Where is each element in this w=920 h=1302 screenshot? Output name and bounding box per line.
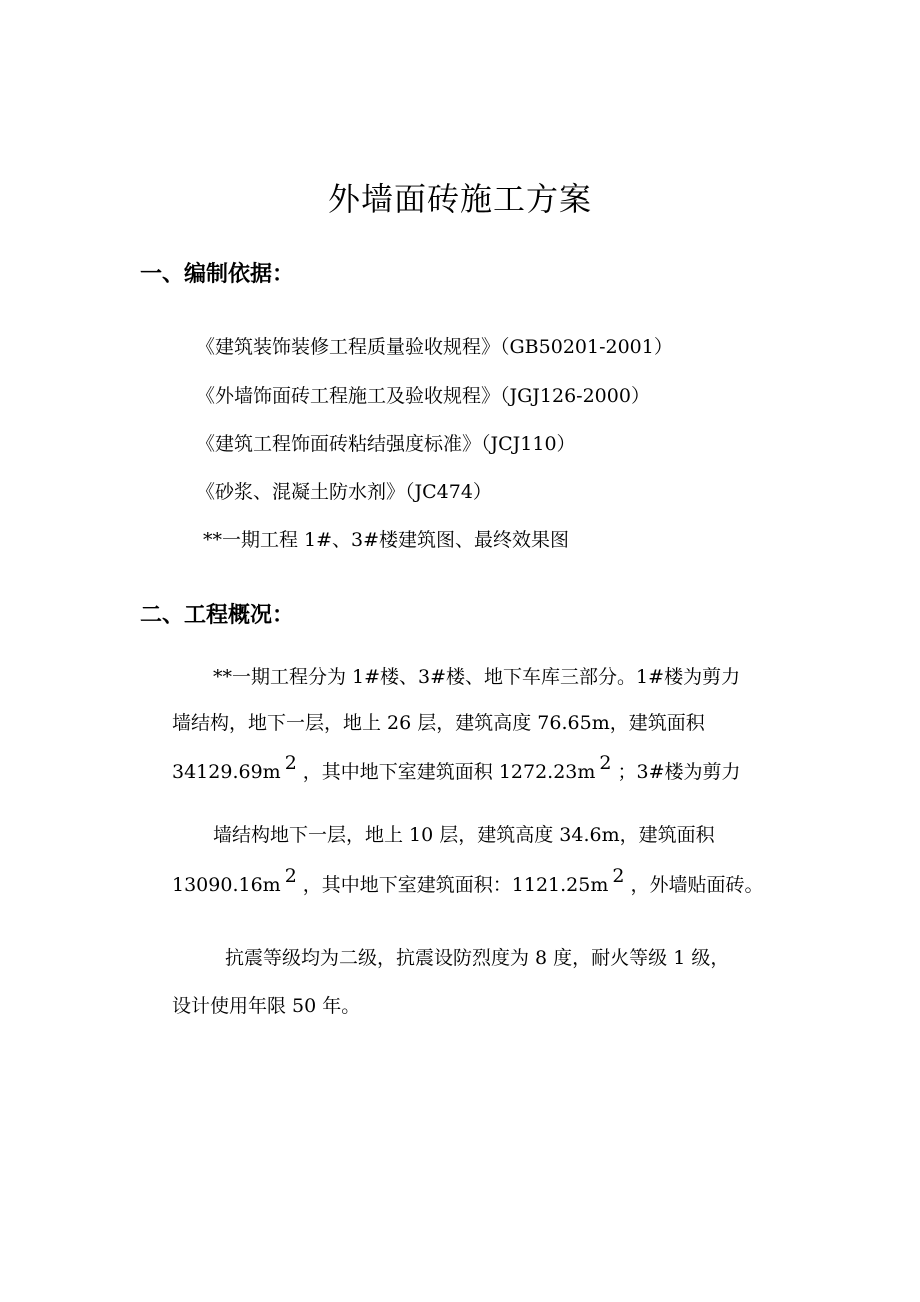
basis-item-3: 《建筑工程饰面砖粘结强度标准》（JCJ110） — [196, 433, 576, 455]
overview-line-2: 墙结构，地下一层，地上 26 层，建筑高度 76.65m，建筑面积 — [172, 712, 705, 734]
basis-item-2: 《外墙饰面砖工程施工及验收规程》（JGJ126-2000） — [196, 385, 650, 407]
section-heading-overview: 二、工程概况： — [140, 603, 295, 628]
overview-line-6: 抗震等级均为二级，抗震设防烈度为 8 度，耐火等级 1 级， — [225, 947, 730, 969]
page-title: 外墙面砖施工方案 — [327, 180, 592, 218]
superscript-2: 2 — [599, 752, 612, 774]
overview-line-1: **一期工程分为 1#楼、3#楼、地下车库三部分。1#楼为剪力 — [213, 666, 741, 688]
superscript-2: 2 — [284, 865, 297, 887]
superscript-2: 2 — [284, 752, 297, 774]
overview-line-3-mid: ，其中地下室建筑面积 1272.23m — [302, 761, 596, 783]
section-heading-basis: 一、编制依据： — [140, 262, 295, 287]
basis-item-4: 《砂浆、混凝土防水剂》（JC474） — [196, 481, 492, 503]
superscript-2: 2 — [612, 865, 625, 887]
area-value-2: 13090.16m — [172, 874, 281, 896]
area-value-1: 34129.69m — [172, 761, 281, 783]
overview-line-5-end: ，外墙贴面砖。 — [630, 874, 764, 896]
overview-line-3-end: ；3#楼为剪力 — [617, 761, 741, 783]
overview-line-3 — [172, 752, 741, 784]
overview-line-5 — [172, 865, 764, 897]
overview-line-5-mid: ，其中地下室建筑面积：1121.25m — [302, 874, 609, 896]
overview-line-7: 设计使用年限 50 年。 — [172, 995, 361, 1017]
basis-item-1: 《建筑装饰装修工程质量验收规程》（GB50201-2001） — [196, 336, 673, 358]
basis-item-5: **一期工程 1#、3#楼建筑图、最终效果图 — [203, 529, 570, 551]
overview-line-4: 墙结构地下一层，地上 10 层，建筑高度 34.6m，建筑面积 — [213, 824, 715, 846]
